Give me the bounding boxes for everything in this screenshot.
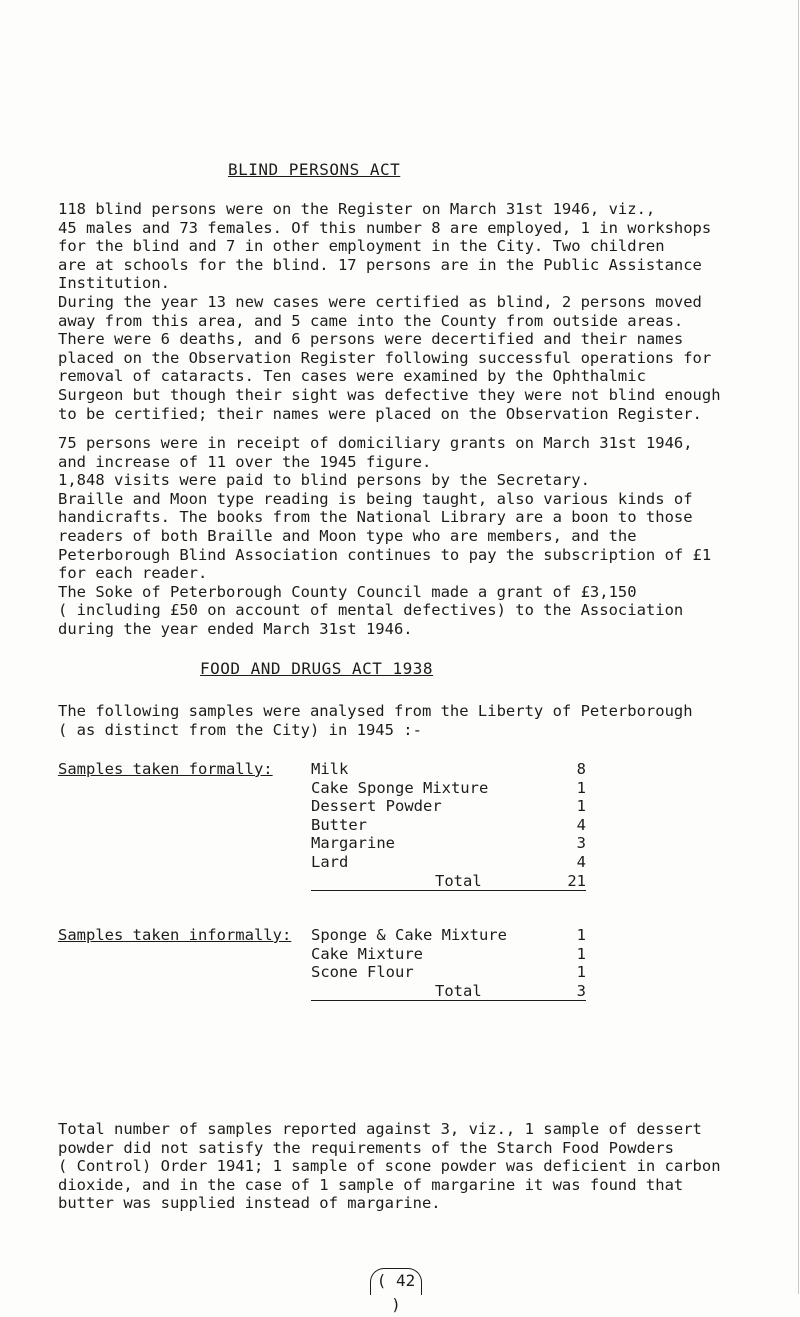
- formal-samples-rows: [311, 760, 611, 891]
- table-row: [311, 816, 611, 835]
- samples-intro-paragraph: [58, 702, 798, 739]
- table-row: [311, 760, 611, 779]
- table-row: [311, 834, 611, 853]
- sample-name: Sponge & Cake Mixture: [311, 926, 507, 944]
- text-line: The Soke of Peterborough County Council made a grant of £3,150: [58, 582, 637, 601]
- table-row: [311, 853, 611, 872]
- text-line: powder did not satisfy the requirements of the Starch Food Powders: [58, 1138, 674, 1157]
- text-line: There were 6 deaths, and 6 persons were decertified and their names: [58, 330, 684, 349]
- text-line: During the year 13 new cases were certified as blind, 2 persons moved: [58, 292, 702, 311]
- total-label: Total: [435, 871, 482, 890]
- table-row: [311, 945, 611, 964]
- formal-samples-label: Samples taken formally:: [58, 760, 273, 778]
- text-line: ( Control) Order 1941; 1 sample of scone powder was deficient in carbon: [58, 1157, 721, 1176]
- samples-conclusion-paragraph: [58, 1120, 798, 1213]
- text-line: for the blind and 7 in other employment in the City. Two children: [58, 237, 665, 256]
- sample-name: Margarine: [311, 834, 395, 853]
- text-line: Peterborough Blind Association continues to pay the subscription of £1: [58, 545, 712, 564]
- text-line: removal of cataracts. Ten cases were examined by the Ophthalmic: [58, 367, 646, 386]
- text-line: placed on the Observation Register following successful operations for: [58, 348, 712, 367]
- text-line: Braille and Moon type reading is being taught, also various kinds of: [58, 489, 693, 508]
- sample-name: Cake Mixture: [311, 944, 423, 963]
- text-line: 75 persons were in receipt of domiciliary grants on March 31st 1946,: [58, 434, 693, 452]
- total-count: 21: [567, 871, 586, 890]
- sample-name: Lard: [311, 852, 349, 871]
- text-line: Institution.: [58, 274, 170, 293]
- sample-count: 1: [576, 926, 586, 944]
- text-line: readers of both Braille and Moon type who are members, and the: [58, 526, 637, 545]
- sample-count: 4: [576, 852, 586, 871]
- text-line: ( as distinct from the City) in 1945 :-: [58, 720, 422, 739]
- table-row: [311, 797, 611, 816]
- sample-name: Cake Sponge Mixture: [311, 778, 489, 797]
- text-line: to be certified; their names were placed on the Observation Register.: [58, 404, 702, 423]
- text-line: Surgeon but though their sight was defective they were not blind enough: [58, 385, 721, 404]
- sample-count: 1: [576, 963, 586, 982]
- text-line: 45 males and 73 females. Of this number 8 are employed, 1 in workshops: [58, 218, 712, 237]
- total-count: 3: [576, 981, 586, 1000]
- text-line: 1,848 visits were paid to blind persons by the Secretary.: [58, 471, 590, 490]
- page-number-value: 42: [396, 1271, 416, 1290]
- total-row: [311, 982, 586, 1002]
- text-line: and increase of 11 over the 1945 figure.: [58, 452, 432, 471]
- table-row: [311, 926, 611, 945]
- sample-name: Milk: [311, 760, 349, 778]
- text-line: dioxide, and in the case of 1 sample of margarine it was found that: [58, 1175, 684, 1194]
- text-line: 118 blind persons were on the Register on March 31st 1946, viz.,: [58, 200, 656, 218]
- sample-count: 1: [576, 944, 586, 963]
- text-line: for each reader.: [58, 564, 208, 583]
- sample-count: 4: [576, 815, 586, 834]
- sample-count: 8: [576, 760, 586, 778]
- sample-count: 1: [576, 778, 586, 797]
- table-row: [311, 779, 611, 798]
- blind-register-paragraph: [58, 200, 798, 423]
- text-line: during the year ended March 31st 1946.: [58, 619, 413, 638]
- text-line: are at schools for the blind. 17 persons are in the Public Assistance: [58, 255, 702, 274]
- text-line: butter was supplied instead of margarine.: [58, 1194, 441, 1213]
- food-and-drugs-act-heading: FOOD AND DRUGS ACT 1938: [200, 659, 434, 678]
- total-row: [311, 872, 586, 892]
- text-line: Total number of samples reported against 3, viz., 1 sample of dessert: [58, 1120, 702, 1138]
- text-line: away from this area, and 5 came into the County from outside areas.: [58, 311, 684, 330]
- text-line: The following samples were analysed from the Liberty of Peterborough: [58, 702, 693, 720]
- text-line: ( including £50 on account of mental defectives) to the Association: [58, 601, 684, 620]
- sample-name: Butter: [311, 815, 367, 834]
- sample-name: Dessert Powder: [311, 797, 442, 816]
- sample-count: 3: [576, 834, 586, 853]
- sample-name: Scone Flour: [311, 963, 414, 982]
- sample-count: 1: [576, 797, 586, 816]
- blind-persons-act-heading: BLIND PERSONS ACT: [228, 160, 401, 179]
- total-label: Total: [435, 981, 482, 1000]
- page-number: ( 42 ): [370, 1268, 422, 1295]
- text-line: handicrafts. The books from the National Library are a boon to those: [58, 508, 693, 527]
- domiciliary-grants-paragraph: [58, 434, 798, 639]
- table-row: [311, 963, 611, 982]
- informal-samples-rows: [311, 926, 611, 1001]
- informal-samples-label: Samples taken informally:: [58, 926, 292, 944]
- page-edge-line: [798, 0, 799, 1294]
